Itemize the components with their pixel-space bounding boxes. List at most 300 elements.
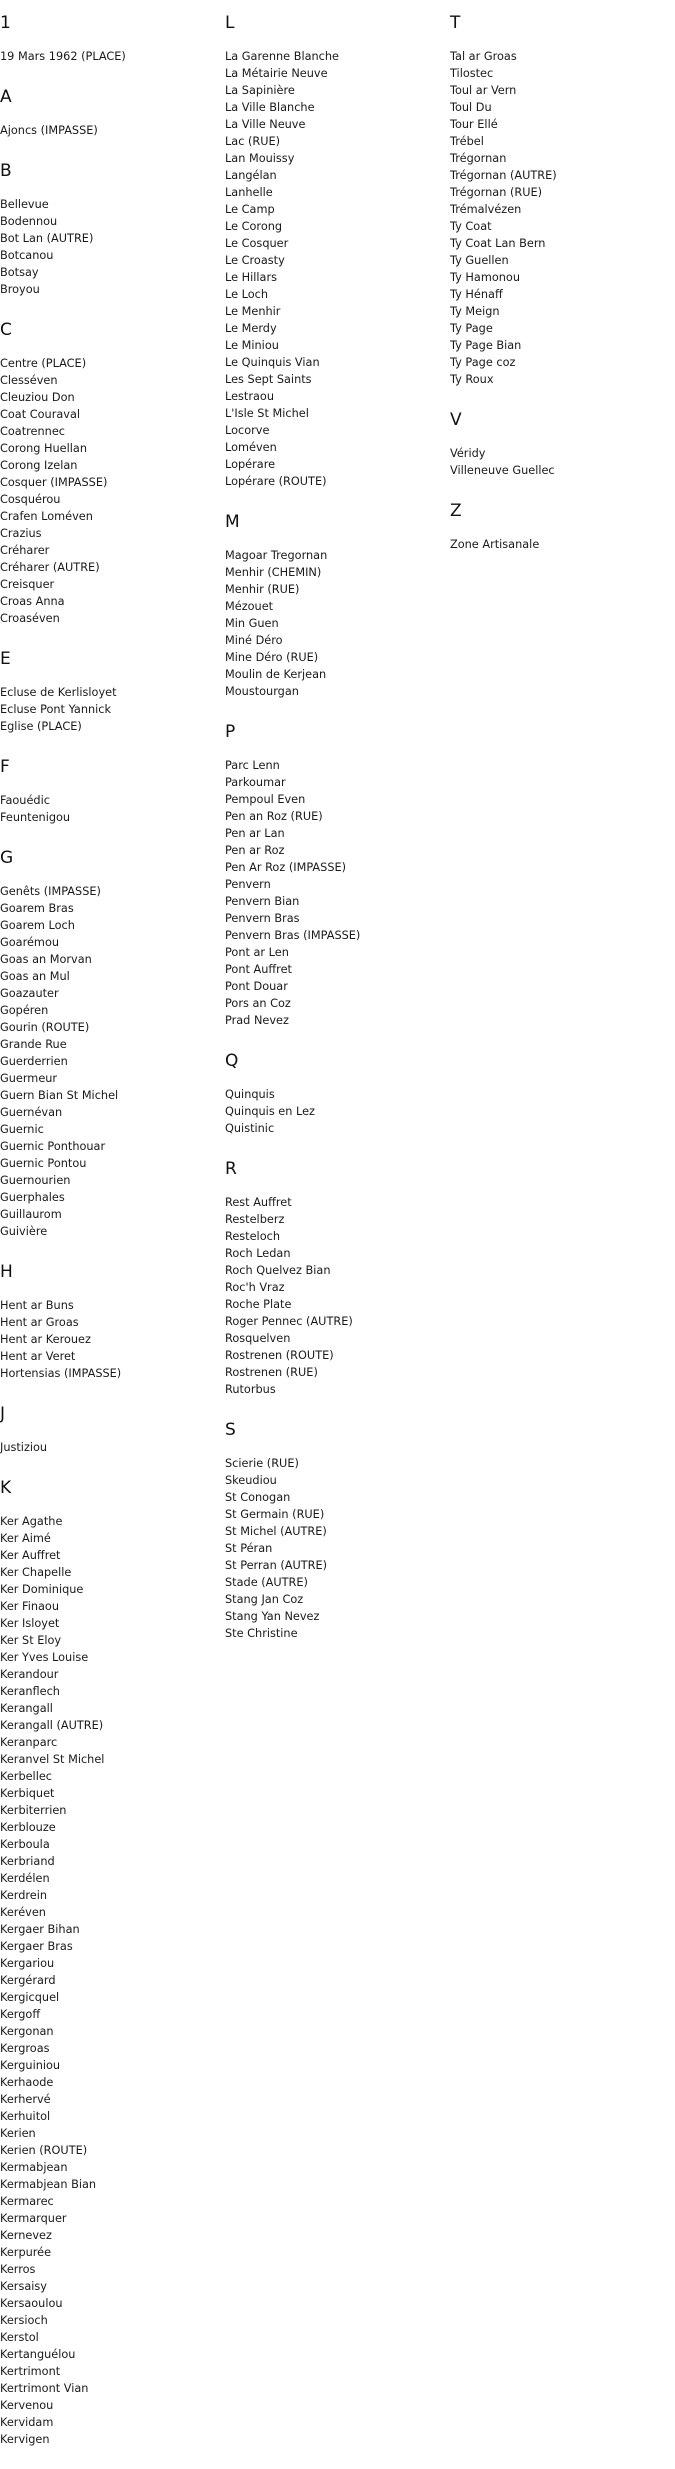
street-link[interactable]: Keranvel St Michel bbox=[0, 1753, 105, 1766]
street-list bbox=[0, 1297, 218, 1382]
street-link[interactable]: Kergonan bbox=[0, 2025, 54, 2038]
street-link[interactable]: Kerdrein bbox=[0, 1889, 48, 1902]
street-link[interactable]: Tal ar Groas bbox=[450, 50, 517, 63]
street-link[interactable]: Kerpurée bbox=[0, 2246, 52, 2259]
street-link[interactable]: Kergoff bbox=[0, 2008, 41, 2021]
street-list-item bbox=[0, 593, 218, 610]
street-link[interactable]: Le Cosquer bbox=[225, 237, 289, 250]
street-list-item bbox=[225, 1523, 443, 1540]
street-link[interactable]: Les Sept Saints bbox=[225, 373, 312, 386]
street-link[interactable]: Kerboula bbox=[0, 1838, 50, 1851]
street-link[interactable]: Hent ar Veret bbox=[0, 1350, 76, 1363]
street-link[interactable]: Kerguiniou bbox=[0, 2059, 61, 2072]
street-link[interactable]: Ty Hénaff bbox=[450, 288, 503, 301]
street-link[interactable]: Roch Quelvez Bian bbox=[225, 1264, 331, 1277]
street-link[interactable]: Guernourien bbox=[0, 1174, 71, 1187]
street-link[interactable]: Croas Anna bbox=[0, 595, 65, 608]
street-link[interactable]: La Garenne Blanche bbox=[225, 50, 339, 63]
street-list-item bbox=[225, 1120, 443, 1137]
street-link[interactable]: Eglise (PLACE) bbox=[0, 720, 82, 733]
letter-heading: E bbox=[0, 649, 11, 669]
street-link[interactable]: Goas an Morvan bbox=[0, 953, 92, 966]
street-list-item bbox=[0, 1189, 218, 1206]
street-link[interactable]: Stang Jan Coz bbox=[225, 1593, 304, 1606]
street-list-item bbox=[450, 269, 668, 286]
street-link[interactable]: Faouédic bbox=[0, 794, 50, 807]
street-link[interactable]: Quistinic bbox=[225, 1122, 275, 1135]
street-link[interactable]: Lopérare (ROUTE) bbox=[225, 475, 327, 488]
street-link[interactable]: St Péran bbox=[225, 1542, 273, 1555]
street-link[interactable]: Lestraou bbox=[225, 390, 274, 403]
street-link[interactable]: Goazauter bbox=[0, 987, 59, 1000]
street-list-item bbox=[0, 1853, 218, 1870]
street-list-item bbox=[225, 859, 443, 876]
street-link[interactable]: Kervigen bbox=[0, 2433, 50, 2446]
street-link[interactable]: Parkoumar bbox=[225, 776, 286, 789]
street-link[interactable]: Ker Isloyet bbox=[0, 1617, 60, 1630]
street-link[interactable]: Guernic Pontou bbox=[0, 1157, 87, 1170]
street-link[interactable]: Kergaer Bras bbox=[0, 1940, 73, 1953]
street-list-item bbox=[0, 2125, 218, 2142]
street-link[interactable]: Hent ar Buns bbox=[0, 1299, 74, 1312]
street-link[interactable]: Corong Izelan bbox=[0, 459, 78, 472]
street-link[interactable]: Pempoul Even bbox=[225, 793, 306, 806]
street-link[interactable]: Créharer (AUTRE) bbox=[0, 561, 100, 574]
street-link[interactable]: Guerderrien bbox=[0, 1055, 68, 1068]
street-list-item bbox=[0, 474, 218, 491]
street-link[interactable]: Keranparc bbox=[0, 1736, 58, 1749]
street-link[interactable]: Kergérard bbox=[0, 1974, 56, 1987]
street-link[interactable]: Kermabjean Bian bbox=[0, 2178, 97, 2191]
street-link[interactable]: Rostrenen (ROUTE) bbox=[225, 1349, 334, 1362]
street-link[interactable]: Ty Meign bbox=[450, 305, 500, 318]
street-link[interactable]: Locorve bbox=[225, 424, 270, 437]
street-list-item bbox=[0, 2108, 218, 2125]
street-link[interactable]: Ty Coat Lan Bern bbox=[450, 237, 546, 250]
street-list-item bbox=[0, 406, 218, 423]
street-link[interactable]: Kertrimont Vian bbox=[0, 2382, 89, 2395]
street-link[interactable]: Kerbellec bbox=[0, 1770, 52, 1783]
street-list bbox=[450, 445, 668, 479]
street-list-item bbox=[225, 1211, 443, 1228]
street-link[interactable]: Trégornan (AUTRE) bbox=[450, 169, 557, 182]
index-column bbox=[450, 12, 668, 574]
street-link[interactable]: Penvern bbox=[225, 878, 271, 891]
street-link[interactable]: Le Merdy bbox=[225, 322, 277, 335]
street-link[interactable]: Rutorbus bbox=[225, 1383, 276, 1396]
street-link[interactable]: Guivière bbox=[0, 1225, 48, 1238]
street-link[interactable]: Lac (RUE) bbox=[225, 135, 281, 148]
street-link[interactable]: Goarémou bbox=[0, 936, 60, 949]
street-link[interactable]: La Sapinière bbox=[225, 84, 295, 97]
street-link[interactable]: Ker Yves Louise bbox=[0, 1651, 89, 1664]
street-link[interactable]: Kerhaode bbox=[0, 2076, 54, 2089]
street-link[interactable]: Centre (PLACE) bbox=[0, 357, 87, 370]
street-link[interactable]: Ty Page Bian bbox=[450, 339, 522, 352]
street-link[interactable]: Pen ar Lan bbox=[225, 827, 285, 840]
street-list-item bbox=[0, 1972, 218, 1989]
street-link[interactable]: 19 Mars 1962 (PLACE) bbox=[0, 50, 126, 63]
street-link[interactable]: Croaséven bbox=[0, 612, 60, 625]
street-list-item bbox=[0, 2380, 218, 2397]
street-link[interactable]: Min Guen bbox=[225, 617, 279, 630]
street-link[interactable]: Guern Bian St Michel bbox=[0, 1089, 119, 1102]
street-link[interactable]: Quinquis en Lez bbox=[225, 1105, 315, 1118]
street-link[interactable]: Moulin de Kerjean bbox=[225, 668, 327, 681]
street-list-item bbox=[0, 440, 218, 457]
street-list-item bbox=[225, 927, 443, 944]
street-list-item bbox=[225, 1313, 443, 1330]
street-link[interactable]: Botsay bbox=[0, 266, 39, 279]
street-link[interactable]: Cosquérou bbox=[0, 493, 61, 506]
street-link[interactable]: Kertrimont bbox=[0, 2365, 61, 2378]
street-link[interactable]: Le Camp bbox=[225, 203, 275, 216]
street-list-item bbox=[0, 1297, 218, 1314]
street-link[interactable]: Le Miniou bbox=[225, 339, 279, 352]
street-link[interactable]: Grande Rue bbox=[0, 1038, 67, 1051]
street-list-item bbox=[0, 457, 218, 474]
street-link[interactable]: Kerien (ROUTE) bbox=[0, 2144, 88, 2157]
street-link[interactable]: Restelberz bbox=[225, 1213, 285, 1226]
street-link[interactable]: Guermeur bbox=[0, 1072, 58, 1085]
street-list-item bbox=[0, 2193, 218, 2210]
street-link[interactable]: Bodennou bbox=[0, 215, 58, 228]
street-link[interactable]: Menhir (RUE) bbox=[225, 583, 300, 596]
street-link[interactable]: Kersaoulou bbox=[0, 2297, 63, 2310]
street-link[interactable]: Goas an Mul bbox=[0, 970, 70, 983]
street-link[interactable]: Quinquis bbox=[225, 1088, 275, 1101]
street-link[interactable]: Coatrennec bbox=[0, 425, 65, 438]
street-link[interactable]: Mine Déro (RUE) bbox=[225, 651, 319, 664]
street-link[interactable]: Broyou bbox=[0, 283, 40, 296]
letter-heading: R bbox=[225, 1159, 237, 1179]
letter-section-r bbox=[225, 1158, 443, 1398]
street-link[interactable]: La Ville Blanche bbox=[225, 101, 315, 114]
street-list-item bbox=[0, 1439, 218, 1456]
street-link[interactable]: Guernic Ponthouar bbox=[0, 1140, 106, 1153]
street-link[interactable]: Genêts (IMPASSE) bbox=[0, 885, 101, 898]
street-link[interactable]: Penvern Bian bbox=[225, 895, 300, 908]
street-link[interactable]: Skeudiou bbox=[225, 1474, 277, 1487]
street-link[interactable]: Cosquer (IMPASSE) bbox=[0, 476, 108, 489]
street-link[interactable]: Véridy bbox=[450, 447, 486, 460]
street-link[interactable]: Kerros bbox=[0, 2263, 36, 2276]
letter-section-h bbox=[0, 1261, 218, 1382]
street-link[interactable]: Penvern Bras (IMPASSE) bbox=[225, 929, 361, 942]
street-link[interactable]: Langélan bbox=[225, 169, 277, 182]
street-link[interactable]: Bot Lan (AUTRE) bbox=[0, 232, 94, 245]
street-link[interactable]: Resteloch bbox=[225, 1230, 280, 1243]
letter-heading: M bbox=[225, 512, 240, 532]
street-link[interactable]: Kergroas bbox=[0, 2042, 50, 2055]
street-link[interactable]: Le Loch bbox=[225, 288, 269, 301]
street-list-item bbox=[225, 1455, 443, 1472]
street-link[interactable]: Trébel bbox=[450, 135, 484, 148]
street-link[interactable]: Clesséven bbox=[0, 374, 58, 387]
street-list-item bbox=[450, 371, 668, 388]
street-link[interactable]: Le Hillars bbox=[225, 271, 277, 284]
street-link[interactable]: Parc Lenn bbox=[225, 759, 280, 772]
street-link[interactable]: Ste Christine bbox=[225, 1627, 298, 1640]
street-list-item bbox=[0, 1155, 218, 1172]
street-link[interactable]: Guernévan bbox=[0, 1106, 63, 1119]
street-link[interactable]: Moustourgan bbox=[225, 685, 299, 698]
street-list-item bbox=[0, 355, 218, 372]
letter-section-b bbox=[0, 160, 218, 298]
street-list-item bbox=[225, 303, 443, 320]
street-link[interactable]: Guerphales bbox=[0, 1191, 65, 1204]
letter-heading: V bbox=[450, 410, 462, 430]
street-link[interactable]: Kervidam bbox=[0, 2416, 54, 2429]
letter-section-m bbox=[225, 511, 443, 700]
street-link[interactable]: Kerien bbox=[0, 2127, 36, 2140]
street-list-item bbox=[225, 1228, 443, 1245]
street-link[interactable]: Guillaurom bbox=[0, 1208, 62, 1221]
street-link[interactable]: Loméven bbox=[225, 441, 277, 454]
street-list-item bbox=[0, 491, 218, 508]
street-link[interactable]: Ecluse Pont Yannick bbox=[0, 703, 112, 716]
street-link[interactable]: Rostrenen (RUE) bbox=[225, 1366, 318, 1379]
letter-heading: Z bbox=[450, 501, 462, 521]
street-link[interactable]: Ajoncs (IMPASSE) bbox=[0, 124, 98, 137]
street-link[interactable]: Pont Auffret bbox=[225, 963, 292, 976]
street-link[interactable]: Ty Page coz bbox=[450, 356, 516, 369]
street-link[interactable]: Kerandour bbox=[0, 1668, 59, 1681]
street-list-item bbox=[225, 564, 443, 581]
street-link[interactable]: Ker Dominique bbox=[0, 1583, 84, 1596]
street-link[interactable]: Kerangall (AUTRE) bbox=[0, 1719, 104, 1732]
street-list-item bbox=[450, 218, 668, 235]
street-list-item bbox=[0, 2091, 218, 2108]
street-list-item bbox=[0, 2227, 218, 2244]
street-link[interactable]: Rest Auffret bbox=[225, 1196, 292, 1209]
street-link[interactable]: Kerbiterrien bbox=[0, 1804, 67, 1817]
street-link[interactable]: Kergaer Bihan bbox=[0, 1923, 80, 1936]
street-link[interactable]: Justiziou bbox=[0, 1441, 48, 1454]
street-list-item bbox=[0, 1666, 218, 1683]
street-list bbox=[0, 792, 218, 826]
street-list bbox=[450, 536, 668, 553]
street-list bbox=[0, 196, 218, 298]
street-link[interactable]: Kervenou bbox=[0, 2399, 54, 2412]
street-link[interactable]: Coat Couraval bbox=[0, 408, 81, 421]
street-link[interactable]: Creisquer bbox=[0, 578, 55, 591]
street-list-item bbox=[0, 2397, 218, 2414]
street-list-item bbox=[225, 1330, 443, 1347]
street-link[interactable]: Le Menhir bbox=[225, 305, 281, 318]
street-link[interactable]: Bellevue bbox=[0, 198, 49, 211]
street-link[interactable]: Kermabjean bbox=[0, 2161, 68, 2174]
street-link[interactable]: St Germain (RUE) bbox=[225, 1508, 325, 1521]
letter-section-p bbox=[225, 721, 443, 1029]
street-link[interactable]: Roger Pennec (AUTRE) bbox=[225, 1315, 353, 1328]
street-list bbox=[450, 48, 668, 388]
street-link[interactable]: Roch Ledan bbox=[225, 1247, 291, 1260]
street-link[interactable]: Mézouet bbox=[225, 600, 274, 613]
street-link[interactable]: Ker Aimé bbox=[0, 1532, 51, 1545]
street-list-item bbox=[225, 388, 443, 405]
street-link[interactable]: Le Quinquis Vian bbox=[225, 356, 320, 369]
street-link[interactable]: Menhir (CHEMIN) bbox=[225, 566, 322, 579]
street-link[interactable]: Roc'h Vraz bbox=[225, 1281, 285, 1294]
street-link[interactable]: Kerhervé bbox=[0, 2093, 51, 2106]
street-link[interactable]: Trégornan (RUE) bbox=[450, 186, 543, 199]
street-list-item bbox=[225, 1574, 443, 1591]
street-list-item bbox=[0, 985, 218, 1002]
street-link[interactable]: Ker St Eloy bbox=[0, 1634, 62, 1647]
street-list-item bbox=[0, 559, 218, 576]
street-link[interactable]: Botcanou bbox=[0, 249, 54, 262]
street-link[interactable]: Roche Plate bbox=[225, 1298, 292, 1311]
street-link[interactable]: Pen ar Roz bbox=[225, 844, 285, 857]
street-list-item bbox=[0, 2346, 218, 2363]
street-link[interactable]: Le Corong bbox=[225, 220, 283, 233]
street-link[interactable]: Goarem Loch bbox=[0, 919, 75, 932]
street-link[interactable]: Villeneuve Guellec bbox=[450, 464, 555, 477]
street-list-item bbox=[0, 883, 218, 900]
street-list-item bbox=[0, 2210, 218, 2227]
street-link[interactable]: Pont ar Len bbox=[225, 946, 289, 959]
street-link[interactable]: Kerhuitol bbox=[0, 2110, 51, 2123]
street-list-item bbox=[225, 1012, 443, 1029]
street-link[interactable]: Tilostec bbox=[450, 67, 494, 80]
street-link[interactable]: Kerblouze bbox=[0, 1821, 56, 1834]
street-link[interactable]: Kerdélen bbox=[0, 1872, 50, 1885]
street-link[interactable]: Toul Du bbox=[450, 101, 492, 114]
street-list-item bbox=[450, 201, 668, 218]
street-link[interactable]: St Michel (AUTRE) bbox=[225, 1525, 327, 1538]
street-list-item bbox=[225, 825, 443, 842]
street-link[interactable]: Créharer bbox=[0, 544, 50, 557]
street-list-item bbox=[225, 1279, 443, 1296]
street-link[interactable]: Hent ar Kerouez bbox=[0, 1333, 91, 1346]
street-link[interactable]: Kersaisy bbox=[0, 2280, 47, 2293]
street-link[interactable]: Crazius bbox=[0, 527, 42, 540]
street-link[interactable]: Ty Coat bbox=[450, 220, 492, 233]
street-list-item bbox=[0, 122, 218, 139]
street-link[interactable]: Toul ar Vern bbox=[450, 84, 517, 97]
street-list-item bbox=[0, 2159, 218, 2176]
street-link[interactable]: Lanhelle bbox=[225, 186, 273, 199]
street-list-item bbox=[225, 757, 443, 774]
street-link[interactable]: Trémalvézen bbox=[450, 203, 522, 216]
street-link[interactable]: Scierie (RUE) bbox=[225, 1457, 299, 1470]
street-link[interactable]: Lan Mouissy bbox=[225, 152, 295, 165]
street-link[interactable]: Stade (AUTRE) bbox=[225, 1576, 308, 1589]
street-list-item bbox=[0, 1121, 218, 1138]
street-link[interactable]: Hent ar Groas bbox=[0, 1316, 79, 1329]
street-link[interactable]: Kernevez bbox=[0, 2229, 52, 2242]
street-list-item bbox=[225, 473, 443, 490]
street-link[interactable]: Le Croasty bbox=[225, 254, 285, 267]
street-link[interactable]: Keranflech bbox=[0, 1685, 60, 1698]
street-link[interactable]: L'Isle St Michel bbox=[225, 407, 309, 420]
street-list-item bbox=[0, 2312, 218, 2329]
street-link[interactable]: Ker Chapelle bbox=[0, 1566, 72, 1579]
street-link[interactable]: Kerbiquet bbox=[0, 1787, 55, 1800]
street-list-item bbox=[0, 1036, 218, 1053]
street-link[interactable]: Ker Auffret bbox=[0, 1549, 61, 1562]
street-link[interactable]: Kergicquel bbox=[0, 1991, 60, 2004]
street-link[interactable]: Corong Huellan bbox=[0, 442, 87, 455]
street-link[interactable]: Stang Yan Nevez bbox=[225, 1610, 320, 1623]
street-link[interactable]: Ker Agathe bbox=[0, 1515, 63, 1528]
street-link[interactable]: Zone Artisanale bbox=[450, 538, 540, 551]
street-link[interactable]: Kerbriand bbox=[0, 1855, 55, 1868]
street-link[interactable]: Rosquelven bbox=[225, 1332, 291, 1345]
street-link[interactable]: Pen an Roz (RUE) bbox=[225, 810, 323, 823]
street-link[interactable]: Kersioch bbox=[0, 2314, 48, 2327]
street-link[interactable]: St Conogan bbox=[225, 1491, 291, 1504]
street-link[interactable]: Kertanguélou bbox=[0, 2348, 76, 2361]
street-list-item bbox=[225, 456, 443, 473]
street-link[interactable]: Ty Page bbox=[450, 322, 493, 335]
street-list-item bbox=[0, 1564, 218, 1581]
street-link[interactable]: Penvern Bras bbox=[225, 912, 300, 925]
letter-section-q bbox=[225, 1050, 443, 1137]
street-link[interactable]: Goarem Bras bbox=[0, 902, 74, 915]
street-link[interactable]: Ty Hamonou bbox=[450, 271, 520, 284]
street-list bbox=[225, 1455, 443, 1642]
street-list-item bbox=[0, 1581, 218, 1598]
street-link[interactable]: St Perran (AUTRE) bbox=[225, 1559, 328, 1572]
street-link[interactable]: Cleuziou Don bbox=[0, 391, 75, 404]
street-link[interactable]: Kermarec bbox=[0, 2195, 54, 2208]
street-link[interactable]: Pont Douar bbox=[225, 980, 288, 993]
street-link[interactable]: Prad Nevez bbox=[225, 1014, 289, 1027]
street-list-item bbox=[0, 576, 218, 593]
street-link[interactable]: La Métairie Neuve bbox=[225, 67, 328, 80]
street-link[interactable]: Kergariou bbox=[0, 1957, 55, 1970]
street-link[interactable]: Pors an Coz bbox=[225, 997, 291, 1010]
street-link[interactable]: Ty Guellen bbox=[450, 254, 509, 267]
street-link[interactable]: Kerstol bbox=[0, 2331, 39, 2344]
street-link[interactable]: Guernic bbox=[0, 1123, 44, 1136]
street-list-item bbox=[0, 610, 218, 627]
street-link[interactable]: Ty Roux bbox=[450, 373, 494, 386]
street-link[interactable]: Pen Ar Roz (IMPASSE) bbox=[225, 861, 347, 874]
street-list-item bbox=[225, 842, 443, 859]
street-list-item bbox=[225, 1557, 443, 1574]
street-link[interactable]: Kerangall bbox=[0, 1702, 53, 1715]
street-link[interactable]: La Ville Neuve bbox=[225, 118, 306, 131]
street-list-item bbox=[0, 1938, 218, 1955]
street-list-item bbox=[0, 1904, 218, 1921]
street-link[interactable]: Gopéren bbox=[0, 1004, 49, 1017]
street-link[interactable]: Tour Ellé bbox=[450, 118, 498, 131]
street-link[interactable]: Miné Déro bbox=[225, 634, 283, 647]
street-list-item bbox=[225, 48, 443, 65]
street-link[interactable]: Gourin (ROUTE) bbox=[0, 1021, 90, 1034]
letter-heading: H bbox=[0, 1262, 13, 1282]
street-list bbox=[225, 1194, 443, 1398]
street-link[interactable]: Ecluse de Kerlisloyet bbox=[0, 686, 117, 699]
letter-section-j bbox=[0, 1403, 218, 1456]
street-link[interactable]: Kermarquer bbox=[0, 2212, 67, 2225]
street-list-item bbox=[0, 1632, 218, 1649]
street-link[interactable]: Crafen Loméven bbox=[0, 510, 93, 523]
street-link[interactable]: Lopérare bbox=[225, 458, 276, 471]
street-link[interactable]: Feuntenigou bbox=[0, 811, 71, 824]
street-link[interactable]: Magoar Tregornan bbox=[225, 549, 328, 562]
street-link[interactable]: Ker Finaou bbox=[0, 1600, 59, 1613]
letter-section-a bbox=[0, 86, 218, 139]
street-link[interactable]: Trégornan bbox=[450, 152, 507, 165]
street-link[interactable]: Hortensias (IMPASSE) bbox=[0, 1367, 122, 1380]
street-list-item bbox=[225, 1103, 443, 1120]
street-list-item bbox=[225, 791, 443, 808]
street-link[interactable]: Keréven bbox=[0, 1906, 46, 1919]
